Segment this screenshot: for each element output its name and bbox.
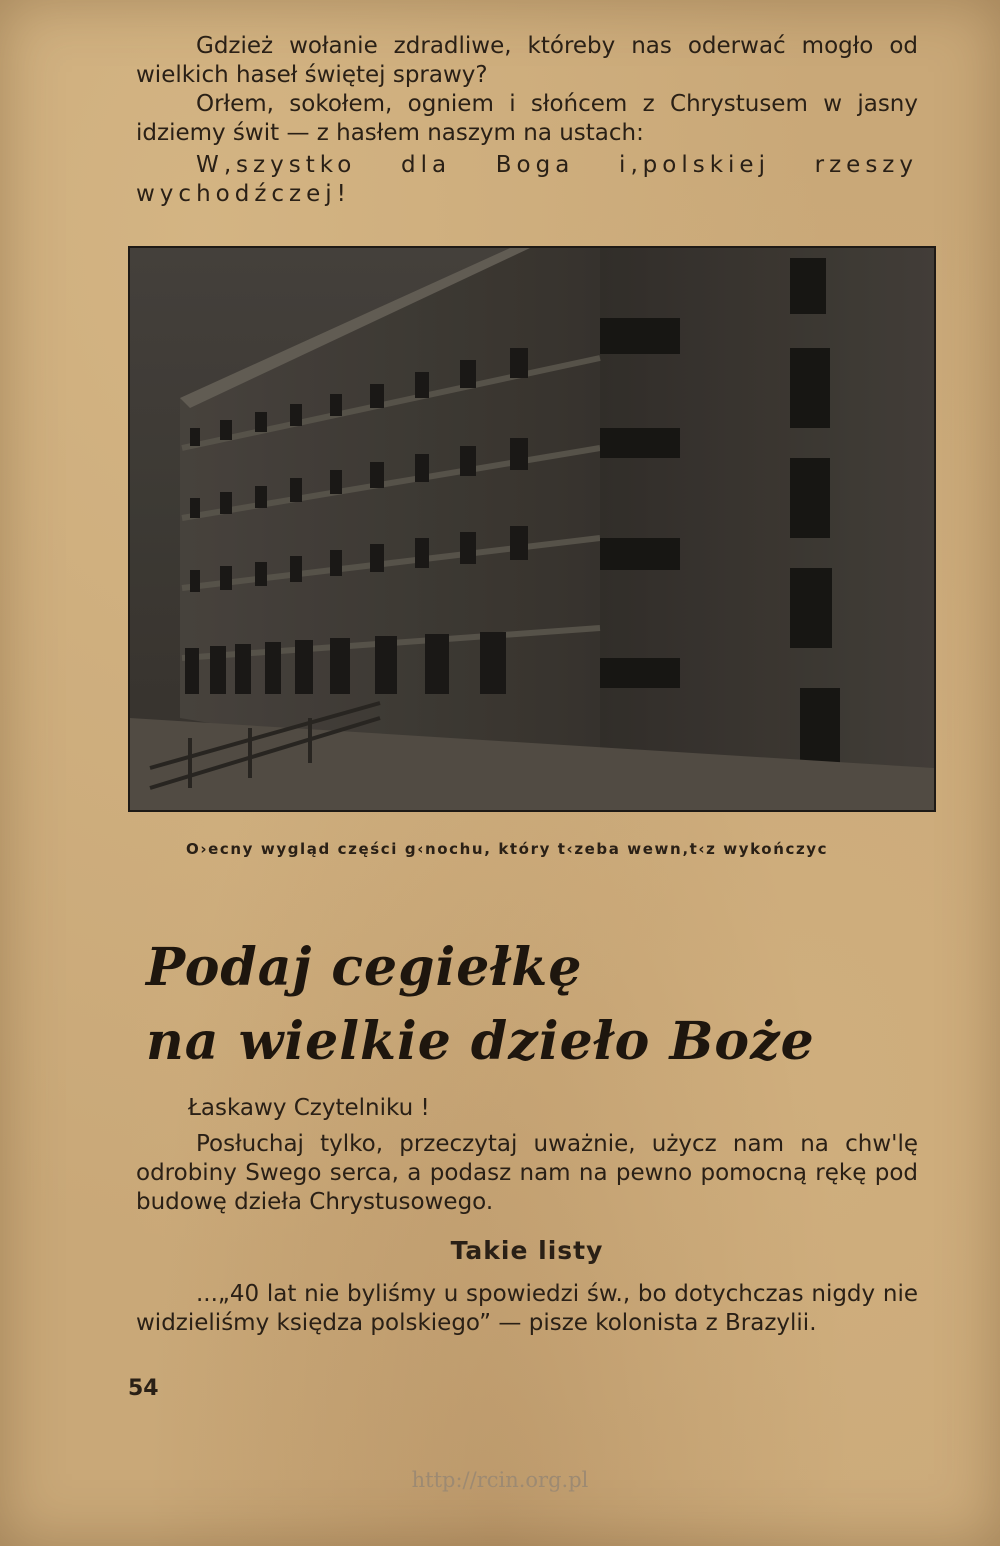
intro-paragraph-3: W‚szystko dla Boga i‚polskiej rzeszy wychodźczej! [136, 152, 918, 207]
intro-paragraph-1: Gdzież wołanie zdradliwe, któreby nas oderwać mogło od wielkich haseł świętej sprawy? [136, 33, 918, 88]
source-url: http://rcin.org.pl [411, 1468, 589, 1492]
building-photo [128, 246, 936, 812]
building-photo-illustration [130, 248, 934, 810]
salutation: Łaskawy Czytelniku ! [188, 1095, 430, 1121]
subheading: Takie listy [450, 1236, 604, 1265]
photo-caption: O›ecny wygląd części g‹nochu, który t‹zeba wewn‚t‹z wykończyc [186, 840, 829, 858]
body-paragraph: Posłuchaj tylko, przeczytaj uważnie, użycz nam na chw'lę odrobiny Swego serca, a podasz nam na pewno pomocną rękę pod budowę dzieła Chrystusowego. [136, 1131, 918, 1215]
intro-paragraph-2: Orłem, sokołem, ogniem i słońcem z Chrystusem w jasny idziemy świt — z hasłem naszym na ustach: [136, 91, 918, 146]
quote-paragraph: ...„40 lat nie byliśmy u spowiedzi św., bo dotychczas nigdy nie widzieliśmy księdza polskiego” — pisze kolonista z Brazylii. [136, 1281, 918, 1336]
page-number: 54 [128, 1376, 159, 1401]
headline-line-2: na wielkie dzieło Boże [146, 1011, 815, 1072]
headline-line-1: Podaj cegiełkę [146, 937, 583, 998]
